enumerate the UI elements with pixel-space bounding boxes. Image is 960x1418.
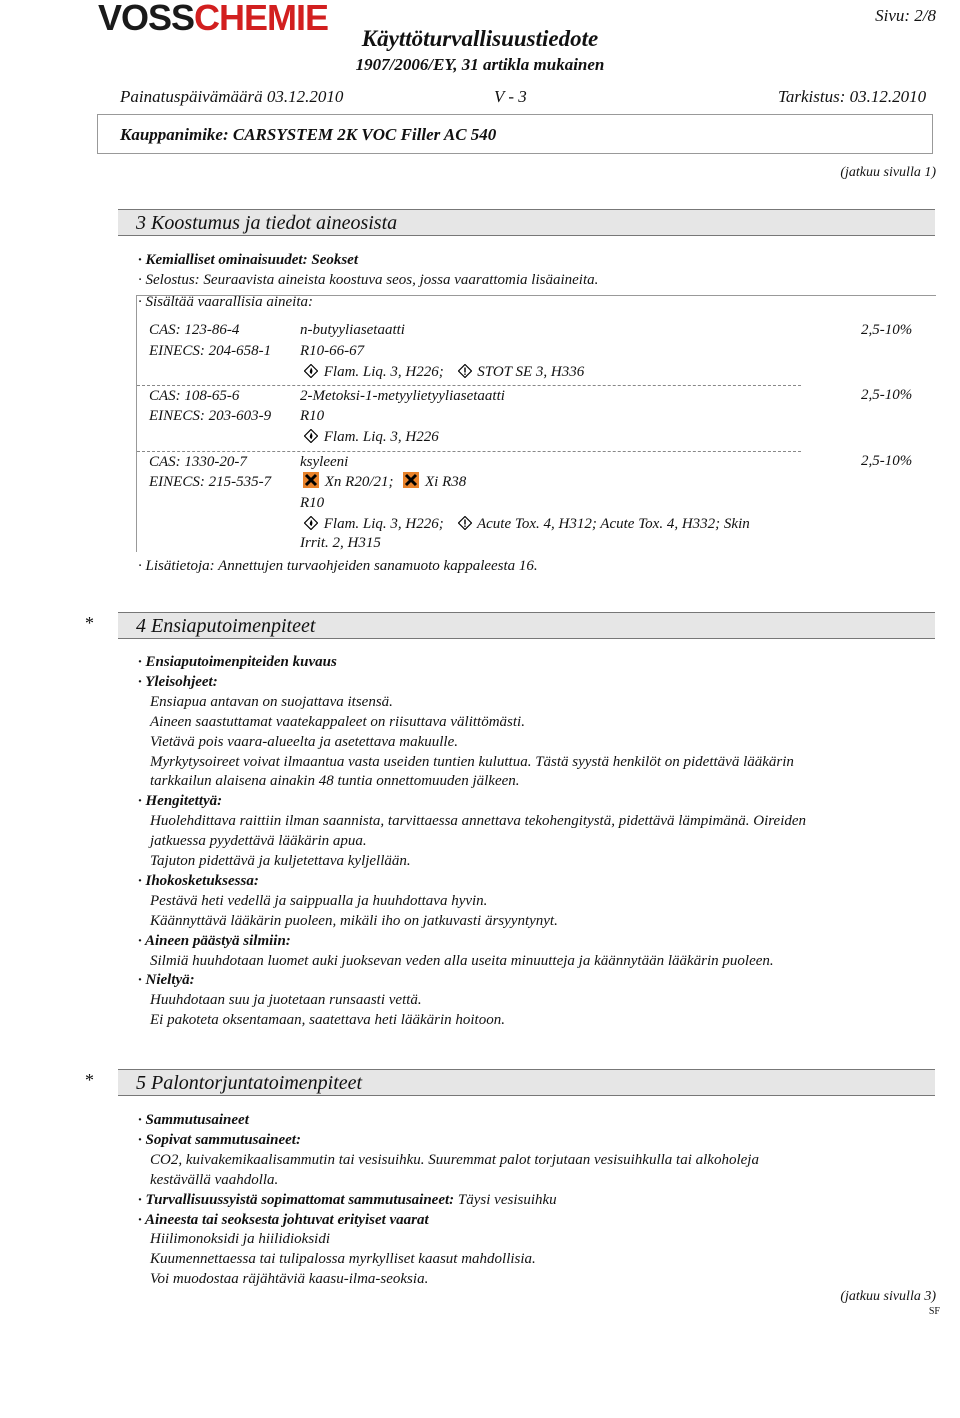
- concentration: 2,5-10%: [861, 322, 913, 338]
- harmful-cross-icon: [303, 472, 319, 488]
- cas-number: CAS: 123-86-4: [149, 322, 240, 338]
- section3-line: · Kemialliset ominaisuudet: Seokset: [138, 252, 359, 268]
- section-4-header: [118, 612, 935, 639]
- subsection-heading: · Sopivat sammutusaineet:: [138, 1131, 301, 1148]
- document-title: Käyttöturvallisuustiedote: [361, 26, 599, 51]
- section-3-title: 3 Koostumus ja tiedot aineosista: [136, 212, 398, 234]
- clp-class: Flam. Liq. 3, H226: [304, 427, 439, 447]
- harmful-cross-icon: [403, 472, 419, 488]
- exclamation-pictogram-icon: [458, 516, 472, 530]
- einecs-number: EINECS: 203-603-9: [149, 408, 272, 424]
- body-text-line: Myrkytysoireet voivat ilmaantua vasta useiden tuntien kuluttua. Tästä syystä henkilöt on pidettävä lääkärin: [150, 753, 794, 770]
- version: V - 3: [494, 87, 527, 106]
- body-text-line: kestävällä vaahdolla.: [150, 1171, 279, 1188]
- page-number: Sivu: 2/8: [875, 6, 936, 25]
- section3-line: · Selostus: Seuraavista aineista koostuva seos, jossa vaarattomia lisäaineita.: [138, 272, 599, 288]
- subsection-heading: · Sammutusaineet: [138, 1112, 249, 1128]
- continued-to: (jatkuu sivulla 3): [840, 1289, 936, 1304]
- substance-name: 2-Metoksi-1-metyylietyyliasetaatti: [300, 388, 505, 404]
- cas-number: CAS: 108-65-6: [149, 388, 240, 404]
- subsection-heading: · Nieltyä:: [138, 972, 195, 989]
- clp-class: Flam. Liq. 3, H226; STOT SE 3, H336: [304, 362, 584, 382]
- body-text-line: Käännyttävä lääkärin puoleen, mikäli iho on jatkuvasti ärsyyntynyt.: [150, 912, 558, 929]
- section-3-header: [118, 209, 935, 236]
- body-text-line: jatkuessa pyydettävä lääkärin apua.: [150, 833, 367, 850]
- concentration: 2,5-10%: [861, 453, 913, 469]
- document-subtitle: 1907/2006/EY, 31 artikla mukainen: [355, 55, 605, 74]
- body-text-line: Kuumennettaessa tai tulipalossa myrkylliset kaasut mahdollisia.: [150, 1251, 536, 1268]
- body-text-line: Ei pakoteta oksentamaan, saatettava heti lääkärin hoitoon.: [150, 1012, 505, 1029]
- body-text-line: Tajuton pidettävä ja kuljetettava kyljellään.: [150, 853, 411, 869]
- body-text-line: Aineen saastuttamat vaatekappaleet on riisuttava välittömästi.: [150, 713, 525, 730]
- body-text-line: Ensiapua antavan on suojattava itsensä.: [150, 693, 393, 710]
- language-code: SF: [928, 1306, 940, 1317]
- flame-pictogram-icon: [304, 429, 318, 443]
- section-5-header: [118, 1069, 935, 1096]
- subsection-heading: · Yleisohjeet:: [138, 673, 218, 690]
- subsection-heading: · Turvallisuussyistä sopimattomat sammutusaineet: Täysi vesisuihku: [138, 1191, 557, 1208]
- section-5-title: 5 Palontorjuntatoimenpiteet: [136, 1072, 363, 1094]
- body-text-line: Huuhdotaan suu ja juotetaan runsaasti vettä.: [150, 992, 422, 1009]
- section-4-title: 4 Ensiaputoimenpiteet: [136, 615, 316, 637]
- revision-marker: *: [85, 613, 94, 633]
- einecs-number: EINECS: 204-658-1: [149, 343, 272, 359]
- r-phrases: R10: [300, 495, 325, 511]
- dsd-class: Xn R20/21; Xi R38: [303, 472, 466, 492]
- additional-info: · Lisätietoja: Annettujen turvaohjeiden sanamuoto kappaleesta 16.: [138, 558, 538, 574]
- subsection-heading: · Ihokosketuksessa:: [138, 872, 259, 889]
- exclamation-pictogram-icon: [458, 364, 472, 378]
- company-logo: VOSSCHEMIE: [98, 0, 329, 38]
- r-phrases: R10: [300, 408, 325, 424]
- substance-name: ksyleeni: [300, 454, 349, 470]
- hazardous-substances-table: [136, 295, 936, 552]
- subsection-heading: · Aineen päästyä silmiin:: [138, 932, 291, 949]
- subsection-heading: · Ensiaputoimenpiteiden kuvaus: [138, 654, 337, 670]
- einecs-number: EINECS: 215-535-7: [149, 474, 272, 490]
- clp-class: Flam. Liq. 3, H226; Acute Tox. 4, H312; Acute Tox. 4, H332; Skin: [304, 514, 750, 534]
- body-text-line: Silmiä huuhdotaan luomet auki juoksevan veden alla useita minuutteja ja käännytään lääkärin puoleen.: [150, 952, 774, 969]
- clp-class-continued: Irrit. 2, H315: [300, 535, 381, 551]
- body-text-line: Huolehdittava raittiin ilman saannista, tarvittaessa annettava tekohengitystä, pidettävä lämpimänä. Oireiden: [150, 813, 807, 830]
- subsection-heading: · Hengitettyä:: [138, 793, 223, 810]
- revision-date: Tarkistus: 03.12.2010: [778, 87, 927, 106]
- body-text-line: Pestävä heti vedellä ja saippualla ja huuhdottava hyvin.: [150, 892, 488, 909]
- print-date: Painatuspäivämäärä 03.12.2010: [120, 87, 344, 106]
- body-text-line: Vietävä pois vaara-alueelta ja asetettava makuulle.: [150, 733, 458, 750]
- body-text-line: Hiilimonoksidi ja hiilidioksidi: [150, 1231, 330, 1248]
- flame-pictogram-icon: [304, 364, 318, 378]
- flame-pictogram-icon: [304, 516, 318, 530]
- continued-from: (jatkuu sivulla 1): [840, 165, 936, 180]
- subsection-heading: · Aineesta tai seoksesta johtuvat erityiset vaarat: [138, 1211, 429, 1228]
- trade-name-box: [97, 114, 933, 154]
- r-phrases: R10-66-67: [300, 343, 365, 359]
- concentration: 2,5-10%: [861, 387, 913, 403]
- body-text-line: CO2, kuivakemikaalisammutin tai vesisuihku. Suuremmat palot torjutaan vesisuihkulla tai alkoholeja: [150, 1151, 759, 1168]
- section3-line: · Sisältää vaarallisia aineita:: [138, 294, 313, 310]
- trade-name: Kauppanimike: CARSYSTEM 2K VOC Filler AC 540: [120, 125, 497, 144]
- body-text-line: tarkkailun alaisena ainakin 48 tuntia onnettomuuden jälkeen.: [150, 773, 520, 790]
- body-text-line: Voi muodostaa räjähtäviä kaasu-ilma-seoksia.: [150, 1271, 429, 1288]
- cas-number: CAS: 1330-20-7: [149, 454, 247, 470]
- revision-marker: *: [85, 1070, 94, 1090]
- substance-name: n-butyyliasetaatti: [300, 322, 405, 338]
